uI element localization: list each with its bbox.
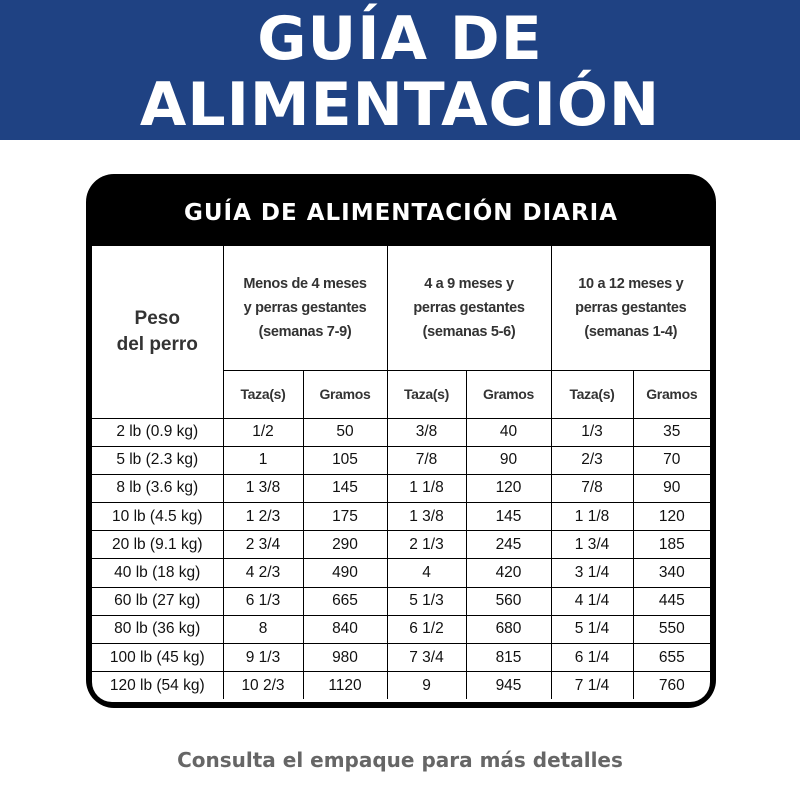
cell-peso: 2 lb (0.9 kg) [92,418,223,446]
cell-gramos: 445 [633,587,710,615]
cell-gramos: 550 [633,615,710,643]
table-row [92,672,710,700]
cell-gramos: 35 [633,418,710,446]
cell-tazas: 1/3 [551,418,633,446]
cell-tazas: 1 3/4 [551,531,633,559]
cell-tazas: 1 1/8 [551,503,633,531]
peso-label-line1: Peso [134,307,180,329]
cell-gramos: 175 [303,503,387,531]
cell-gramos: 50 [303,418,387,446]
cell-gramos: 185 [633,531,710,559]
subheader-tazas: Taza(s) [223,370,303,418]
column-group-header [223,246,387,370]
cell-tazas: 9 1/3 [223,644,303,672]
cell-gramos: 665 [303,587,387,615]
cell-tazas: 4 2/3 [223,559,303,587]
table-row [92,446,710,474]
cell-gramos: 680 [466,615,551,643]
cell-gramos: 90 [633,474,710,502]
cell-gramos: 980 [303,644,387,672]
cell-peso: 8 lb (3.6 kg) [92,474,223,502]
subheader-gramos: Gramos [633,370,710,418]
cell-gramos: 1120 [303,672,387,700]
table-row [92,503,710,531]
cell-tazas: 1 3/8 [387,503,466,531]
cell-tazas: 6 1/3 [223,587,303,615]
cell-peso: 120 lb (54 kg) [92,672,223,700]
cell-gramos: 560 [466,587,551,615]
cell-gramos: 760 [633,672,710,700]
cell-tazas: 1 1/8 [387,474,466,502]
cell-tazas: 6 1/2 [387,615,466,643]
cell-peso: 100 lb (45 kg) [92,644,223,672]
column-group-header [387,246,551,370]
cell-tazas: 2 1/3 [387,531,466,559]
cell-gramos: 90 [466,446,551,474]
cell-peso: 20 lb (9.1 kg) [92,531,223,559]
subheader-tazas: Taza(s) [551,370,633,418]
cell-tazas: 4 [387,559,466,587]
cell-tazas: 5 1/3 [387,587,466,615]
column-group-header [551,246,710,370]
cell-tazas: 1/2 [223,418,303,446]
cell-gramos: 245 [466,531,551,559]
cell-peso: 5 lb (2.3 kg) [92,446,223,474]
cell-gramos: 105 [303,446,387,474]
cell-tazas: 2 3/4 [223,531,303,559]
group-line: Menos de 4 meses [243,275,367,292]
cell-tazas: 1 3/8 [223,474,303,502]
cell-gramos: 490 [303,559,387,587]
group-line: 10 a 12 meses y [578,275,684,292]
table-row [92,615,710,643]
header-row-groups [92,246,710,370]
table-row [92,474,710,502]
table-row [92,587,710,615]
cell-peso: 40 lb (18 kg) [92,559,223,587]
cell-tazas: 3 1/4 [551,559,633,587]
group-line: y perras gestantes [243,299,367,316]
cell-tazas: 6 1/4 [551,644,633,672]
cell-gramos: 290 [303,531,387,559]
cell-gramos: 840 [303,615,387,643]
cell-tazas: 10 2/3 [223,672,303,700]
cell-tazas: 2/3 [551,446,633,474]
cell-tazas: 3/8 [387,418,466,446]
cell-tazas: 8 [223,615,303,643]
cell-gramos: 40 [466,418,551,446]
cell-tazas: 7 3/4 [387,644,466,672]
group-line: (semanas 7-9) [258,323,352,340]
cell-gramos: 70 [633,446,710,474]
feeding-table [92,246,710,699]
table-row [92,644,710,672]
table-container [92,246,710,702]
cell-gramos: 120 [466,474,551,502]
cell-tazas: 7/8 [387,446,466,474]
group-line: (semanas 5-6) [422,323,516,340]
group-line: perras gestantes [413,299,525,316]
cell-tazas: 5 1/4 [551,615,633,643]
subheader-gramos: Gramos [303,370,387,418]
group-line: 4 a 9 meses y [424,275,514,292]
subheader-tazas: Taza(s) [387,370,466,418]
cell-gramos: 120 [633,503,710,531]
table-row [92,418,710,446]
cell-tazas: 7/8 [551,474,633,502]
cell-tazas: 1 [223,446,303,474]
footer-note: Consulta el empaque para más detalles [177,748,623,772]
header-banner [0,0,800,140]
cell-tazas: 1 2/3 [223,503,303,531]
group-line: perras gestantes [575,299,687,316]
peso-label-line2: del perro [116,333,198,355]
cell-peso: 10 lb (4.5 kg) [92,503,223,531]
cell-gramos: 145 [303,474,387,502]
table-title: GUÍA DE ALIMENTACIÓN DIARIA [183,200,619,226]
table-row [92,531,710,559]
feeding-guide-card [86,174,716,708]
table-row [92,559,710,587]
cell-tazas: 4 1/4 [551,587,633,615]
cell-peso: 60 lb (27 kg) [92,587,223,615]
subheader-gramos: Gramos [466,370,551,418]
cell-peso: 80 lb (36 kg) [92,615,223,643]
cell-gramos: 145 [466,503,551,531]
cell-gramos: 655 [633,644,710,672]
cell-gramos: 340 [633,559,710,587]
cell-gramos: 815 [466,644,551,672]
cell-tazas: 9 [387,672,466,700]
group-line: (semanas 1-4) [584,323,678,340]
header-title-line2: ALIMENTACIÓN [139,70,661,140]
cell-gramos: 945 [466,672,551,700]
column-header-peso [92,246,223,418]
header-title-line1: GUÍA DE [257,4,543,74]
cell-gramos: 420 [466,559,551,587]
cell-tazas: 7 1/4 [551,672,633,700]
